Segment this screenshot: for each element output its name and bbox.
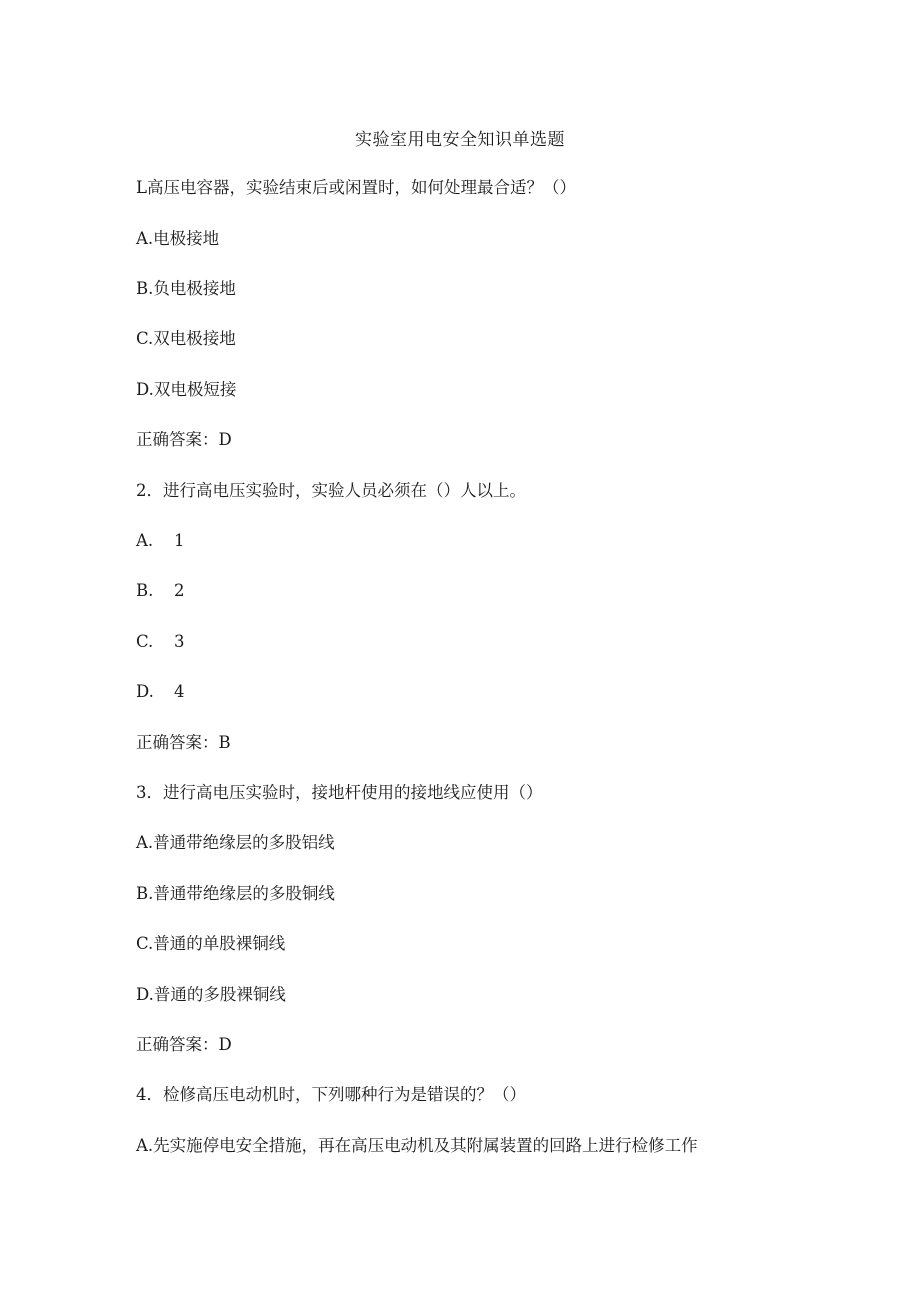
question-2-stem: 2．进行高电压实验时，实验人员必须在（）人以上。 <box>136 481 526 500</box>
option-value: 1 <box>174 531 185 550</box>
document-title: 实验室用电安全知识单选题 <box>355 130 565 150</box>
question-1-option-b: B.负电极接地 <box>136 279 236 298</box>
option-value: 2 <box>174 581 185 600</box>
question-3-option-d: D.普通的多股裸铜线 <box>136 985 286 1004</box>
question-1-option-c: C.双电极接地 <box>136 329 236 348</box>
question-4-option-a: A.先实施停电安全措施，再在高压电动机及其附属装置的回路上进行检修工作 <box>136 1136 698 1155</box>
question-3-option-c: C.普通的单股裸铜线 <box>136 934 286 953</box>
option-letter: D. <box>136 682 154 701</box>
question-1-option-a: A.电极接地 <box>136 229 220 248</box>
question-2-answer: 正确答案：B <box>136 733 231 752</box>
question-2-option-d <box>136 680 185 704</box>
question-3-option-b: B.普通带绝缘层的多股铜线 <box>136 884 335 903</box>
question-3-answer: 正确答案：D <box>136 1035 232 1054</box>
question-1-answer: 正确答案：D <box>136 430 232 449</box>
option-letter: C. <box>136 632 154 651</box>
option-value: 3 <box>174 632 185 651</box>
question-3-stem: 3．进行高电压实验时，接地杆使用的接地线应使用（） <box>136 783 543 802</box>
question-2-option-a <box>136 529 185 553</box>
option-letter: A. <box>136 531 154 550</box>
question-2-option-b <box>136 579 185 603</box>
question-2-option-c <box>136 630 185 654</box>
question-1-stem: L高压电容器，实验结束后或闲置时，如何处理最合适？（） <box>136 178 576 197</box>
question-1-option-d: D.双电极短接 <box>136 380 237 399</box>
question-3-option-a: A.普通带绝缘层的多股铝线 <box>136 833 335 852</box>
option-value: 4 <box>174 682 185 701</box>
option-letter: B. <box>136 581 154 600</box>
question-4-stem: 4．检修高压电动机时，下列哪种行为是错误的？（） <box>136 1085 526 1104</box>
